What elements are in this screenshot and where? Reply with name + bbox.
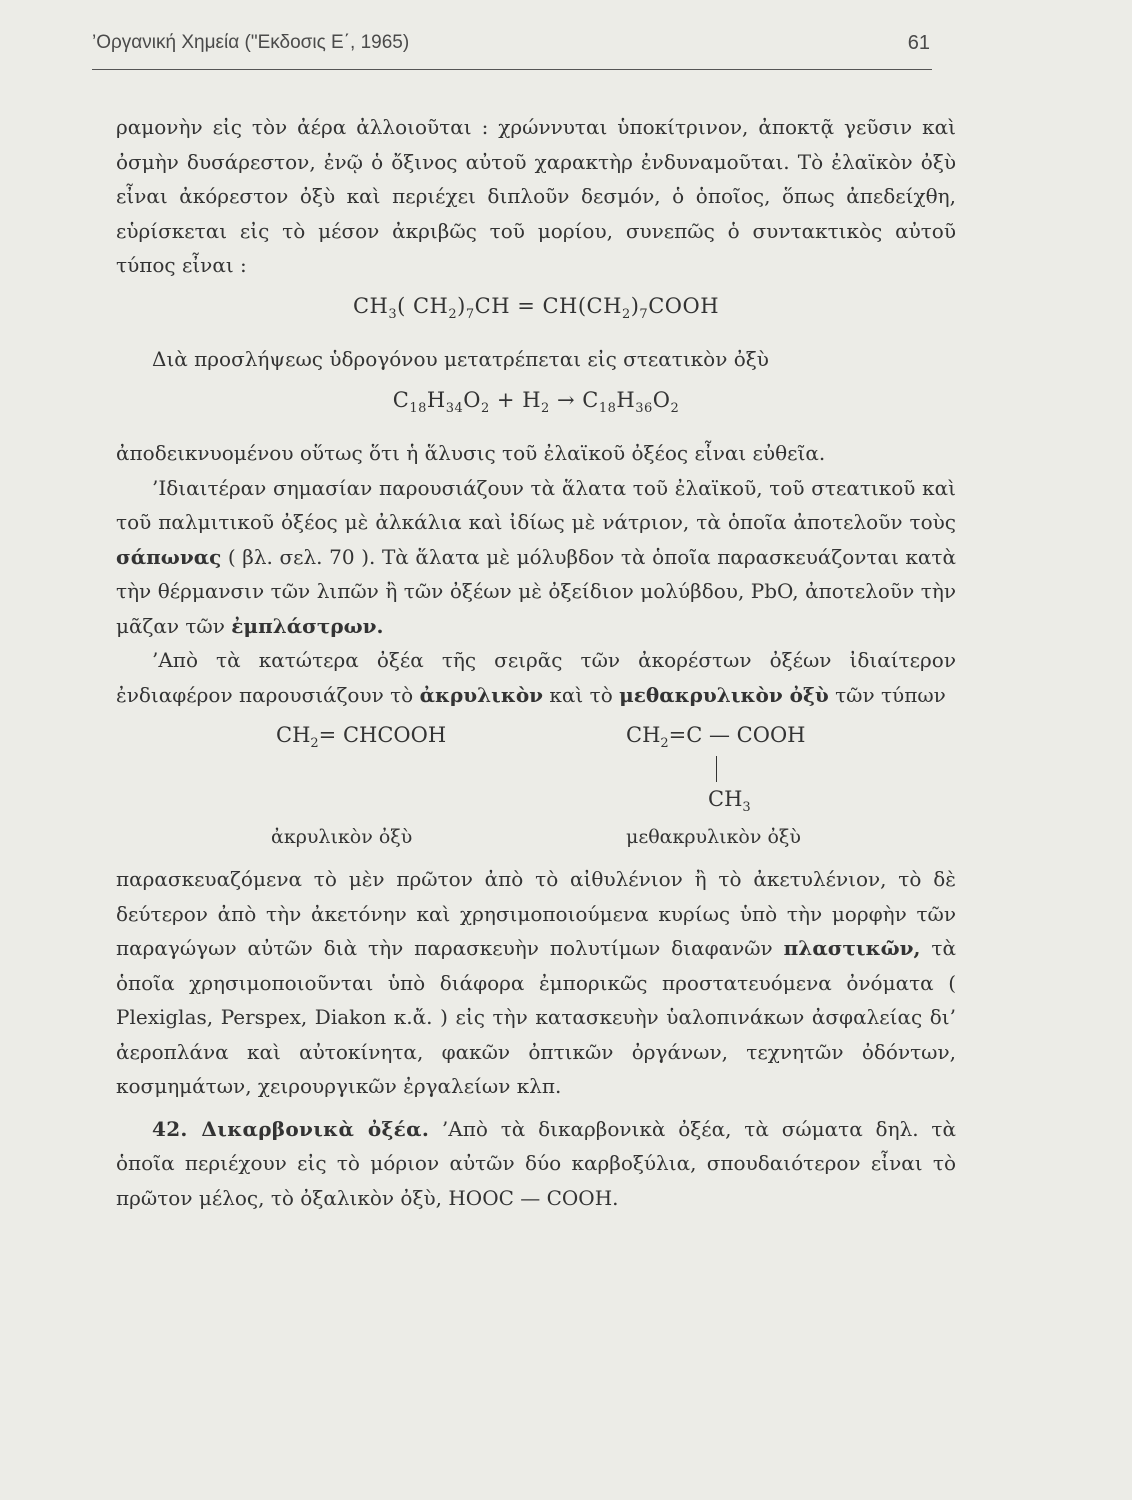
formula-methyl-group: $CH_3$ [708, 787, 751, 816]
paragraph-oleic-acid: ραμονὴν εἰς τὸν ἀέρα ἀλλοιοῦται : χρώννυται ὑποκίτρινον, ἀποκτᾷ γεῦσιν καὶ ὀσμὴν δυσάρεστον, ἐνῷ ὁ ὄξινος αὐτοῦ χαρακτὴρ ἐνδυναμοῦται. Τὸ ἐλαϊκὸν ὀξὺ εἶναι ἀκόρεστον ὀξὺ καὶ περιέχει διπλοῦν δεσμόν, ὁ ὁποῖος, ὅπως ἀπεδείχθη, εὑρίσκεται εἰς τὸ μέσον ἀκριβῶς τοῦ μορίου, συνεπῶς ὁ συντακτικὸς αὐτοῦ τύπος εἶναι : [116, 115, 956, 277]
formula-acrylic-acid: $CH_2=$ CHCOOH [276, 723, 447, 752]
page-body [116, 110, 956, 1215]
term-plasters: ἐμπλάστρων. [231, 613, 384, 638]
term-plastics: πλαστικῶν, [783, 936, 921, 961]
label-methacrylic-acid: μεθακρυλικὸν ὀξὺ [626, 826, 801, 849]
header-rule [92, 69, 932, 70]
formula-methacrylic-acid: $CH_2=C$ — COOH [626, 723, 806, 752]
paragraph-salts: ’Ιδιαιτέραν σημασίαν παρουσιάζουν τὰ ἅλατα τοῦ ἐλαϊκοῦ, τοῦ στεατικοῦ καὶ τοῦ παλμιτικοῦ ὀξέος μὲ ἀλκάλια καὶ ἰδίως μὲ νάτριον, τὰ ὁποῖα ἀποτελοῦν τοὺς σάπωνας ( βλ. σελ. 70 ). Τὰ ἅλατα μὲ μόλυβδον τὰ ὁποῖα παρασκευάζονται κατὰ τὴν θέρμανσιν τῶν λιπῶν ἢ τῶν ὀξέων μὲ ὀξείδιον μολύβδου, PbO, ἀποτελοῦν τὴν μᾶζαν τῶν ἐμπλάστρων. [116, 475, 956, 638]
paragraph-plastics: παρασκευαζόμενα τὸ μὲν πρῶτον ἀπὸ τὸ αἰθυλένιον ἢ τὸ ἀκετυλένιον, τὸ δὲ δεύτερον ἀπὸ τὴν ἀκετόνην καὶ χρησιμοποιούμενα κυρίως ὑπὸ τὴν μορφὴν τῶν παραγώγων αὐτῶν διὰ τὴν παρασκευὴν πολυτίμων διαφανῶν πλαστικῶν, τὰ ὁποῖα χρησιμοποιοῦνται ὑπὸ διάφορα ἐμπορικῶς προστατευόμενα ὀνόματα ( Plexiglas, Perspex, Diakon κ.ἄ. ) εἰς τὴν κατασκευὴν ὑαλοπινάκων ἀσφαλείας δι’ ἀεροπλάνα καὶ αὐτοκίνητα, φακῶν ὀπτικῶν ὀργάνων, τεχνητῶν ὀδόντων, κοσμημάτων, χειρουργικῶν ἐργαλείων κλπ. [116, 867, 956, 1099]
page-number: 61 [907, 32, 930, 54]
term-acrylic: ἀκρυλικὸν [419, 682, 544, 707]
section-heading: 42. Δικαρβονικὰ ὀξέα. [152, 1116, 430, 1141]
paragraph-chain-straight: ἀποδεικνυομένου οὕτως ὅτι ἡ ἅλυσις τοῦ ἐλαϊκοῦ ὀξέος εἶναι εὐθεῖα. [116, 441, 826, 466]
equation-oleic-structure: $CH_3$( $CH_2)_7CH$ = $CH(CH_2)_7COOH$ [352, 293, 720, 322]
label-acrylic-acid: ἀκρυλικὸν ὀξὺ [271, 826, 413, 849]
term-soaps: σάπωνας [116, 544, 222, 569]
header-title: ’Οργανική Χημεία ("Εκδοσις Ε΄, 1965) [92, 32, 410, 53]
formulas-acrylic-methacrylic [116, 712, 956, 862]
bond-line [716, 756, 717, 782]
term-methacrylic: μεθακρυλικὸν ὀξὺ [619, 682, 829, 707]
paragraph-dicarboxylic: 42. Δικαρβονικὰ ὀξέα. ’Απὸ τὰ δικαρβονικὰ ὀξέα, τὰ σώματα δηλ. τὰ ὁποῖα περιέχουν εἰς τὸ μόριον αὐτῶν δύο καρβοξύλια, σπουδαιότερον εἶναι τὸ πρῶτον μέλος, τὸ ὀξαλικὸν ὀξὺ, HOOC — COOH. [116, 1116, 957, 1210]
paragraph-acrylic: ’Απὸ τὰ κατώτερα ὀξέα τῆς σειρᾶς τῶν ἀκορέστων ὀξέων ἰδιαίτερον ἐνδιαφέρον παρουσιάζουν τὸ ἀκρυλικὸν καὶ τὸ μεθακρυλικὸν ὀξὺ τῶν τύπων [116, 648, 956, 707]
paragraph-hydrogenation: Διὰ προσλήψεως ὑδρογόνου μετατρέπεται εἰς στεατικὸν ὀξὺ [152, 347, 769, 372]
equation-hydrogenation: $C_{18}H_{34}O_2 + H_2 \to C_{18}H_{36}O_2$ [392, 387, 680, 416]
